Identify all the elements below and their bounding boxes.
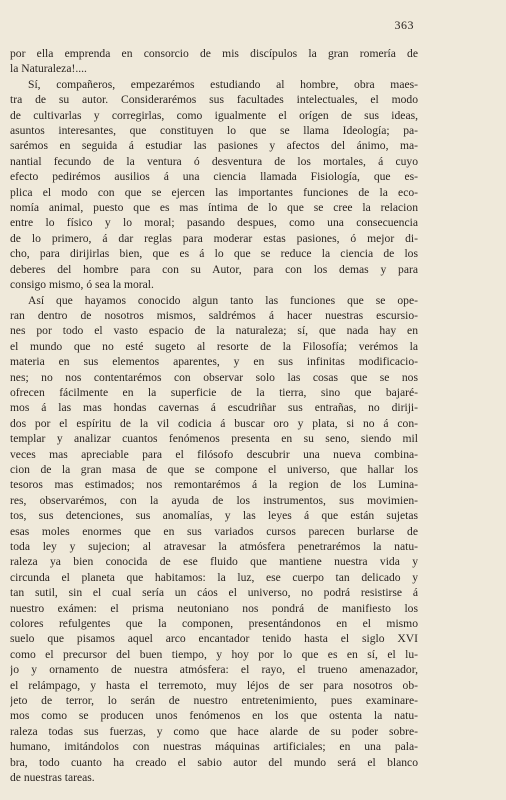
text-line: de nuestras tareas. (10, 771, 95, 785)
text-line: asuntos interesantes, que constituyen lo que se llama Ideología; pa- (10, 124, 418, 138)
text-line: nes por todo el vasto espacio de la naturaleza; sí, que nada hay en (10, 324, 418, 338)
text-line: deberes del hombre para con su Autor, para con los demas y para (10, 262, 418, 276)
text-line: Así que hayamos conocido algun tanto las funciones que se ope- (28, 293, 418, 307)
text-line: entre lo físico y lo moral; pasando despues, como una consecuencia (10, 216, 418, 230)
text-line: de lo primero, á dar reglas para moderar estas pasiones, ó mejor di- (10, 231, 418, 245)
text-line: ran dentro de nosotros mismos, saldrémos á hacer nuestras escursio- (10, 308, 418, 322)
text-line: cho, para dirijirlas bien, que es á lo que se reduce la ciencia de los (10, 247, 418, 261)
text-line: esas moles enormes que en sus variados cursos parecen burlarse de (10, 524, 418, 538)
text-line: materia en sus elementos aparentes, y en sus infinitas modificacio- (10, 355, 418, 369)
text-line: sarémos en seguida á estudiar las pasiones y afectos del ánimo, ma- (10, 139, 418, 153)
text-line: circunda el planeta que habitamos: la luz, ese cuerpo tan delicado y (10, 570, 418, 584)
text-line: ofrecen fácilmente en la superficie de la tierra, sino que bajaré- (10, 385, 418, 399)
text-line: cion de la gran masa de que se compone el universo, que hallar los (10, 462, 418, 476)
text-line: dos por el espíritu de la vil codicia á buscar oro y plata, si no á con- (10, 416, 418, 430)
text-line: tos, sus detenciones, sus anomalías, y las leyes á que están sujetas (10, 509, 418, 523)
text-line: tra de su autor. Considerarémos sus facultades intelectuales, el modo (10, 93, 418, 107)
text-line: bra, todo cuanto ha creado el sabio autor del mundo será el blanco (10, 755, 418, 769)
text-line: jeto de terror, lo serán de nuestro entretenimiento, pues examinare- (10, 694, 418, 708)
text-line: el relámpago, y hasta el terremoto, muy léjos de ser para nosotros ob- (10, 678, 418, 692)
text-line: plica el modo con que se ejercen las importantes funciones de la eco- (10, 185, 418, 199)
text-line: colores refulgentes que la componen, presentándonos en el mismo (10, 617, 418, 631)
text-line: raleza ya bien conocida de ese fluido que mantiene nuestra vida y (10, 555, 418, 569)
text-line: toda ley y sujecion; al atravesar la atmósfera penetrarémos la natu- (10, 540, 418, 553)
text-line: mos á las mas hondas cavernas á escudriñar sus entrañas, no diriji- (10, 401, 418, 415)
text-line: efecto pedirémos ausilios á una ciencia llamada Fisiología, que es- (10, 170, 418, 184)
text-line: nantial fecundo de la ventura ó desventura de los mortales, á cuyo (10, 154, 418, 168)
text-line: el mundo que no esté sugeto al resorte de la Filosofía; verémos la (10, 339, 418, 353)
text-line: templar y analizar cuantos fenómenos presenta en su seno, siendo mil (10, 432, 418, 446)
body-text (10, 46, 418, 786)
text-line: mos como se producen unos fenómenos en los que ostenta la natu- (10, 709, 418, 723)
text-line: tesoros mas estimados; nos remontarémos á la region de los Lumina- (10, 478, 418, 492)
text-line: nes; no nos contentarémos con observar solo las cosas que se nos (10, 370, 418, 384)
text-line: raleza todas sus fuerzas, y como que hace alarde de su poder sobre- (10, 724, 418, 738)
text-line: veces mas apreciable para el filósofo descubrir una nueva combina- (10, 447, 418, 461)
text-line: tan sutil, sin el cual sería un cáos el universo, no podrá resistirse á (10, 586, 418, 600)
text-line: nomía animal, puesto que es mas íntima de lo que se cree la relacion (10, 201, 418, 215)
text-line: humano, imitándolos con nuestras máquinas artificiales; en una pala- (10, 740, 418, 754)
page-number: 363 (394, 18, 414, 32)
text-line: jo y ornamento de nuestra atmósfera: el rayo, el trueno amenazador, (10, 663, 418, 677)
text-line: nuestro exámen: el prisma neutoniano nos pondrá de manifiesto los (10, 601, 418, 615)
text-line: consigo mismo, ó sea la moral. (10, 278, 154, 292)
text-line: res, observarémos, con la ayuda de los instrumentos, sus movimien- (10, 493, 418, 507)
text-line: suelo que pisamos aquel arco encantador tenido hasta el siglo XVI (10, 632, 418, 646)
text-line: por ella emprenda en consorcio de mis discípulos la gran romería de (10, 47, 418, 60)
text-line: de cultivarlas y corregirlas, como igualmente el orígen de sus ideas, (10, 108, 418, 122)
text-line: la Naturaleza!.... (10, 62, 87, 76)
text-line: Sí, compañeros, empezarémos estudiando al hombre, obra maes- (28, 77, 418, 91)
text-line: como el precursor del buen tiempo, y hoy por lo que es en sí, el lu- (10, 647, 418, 661)
